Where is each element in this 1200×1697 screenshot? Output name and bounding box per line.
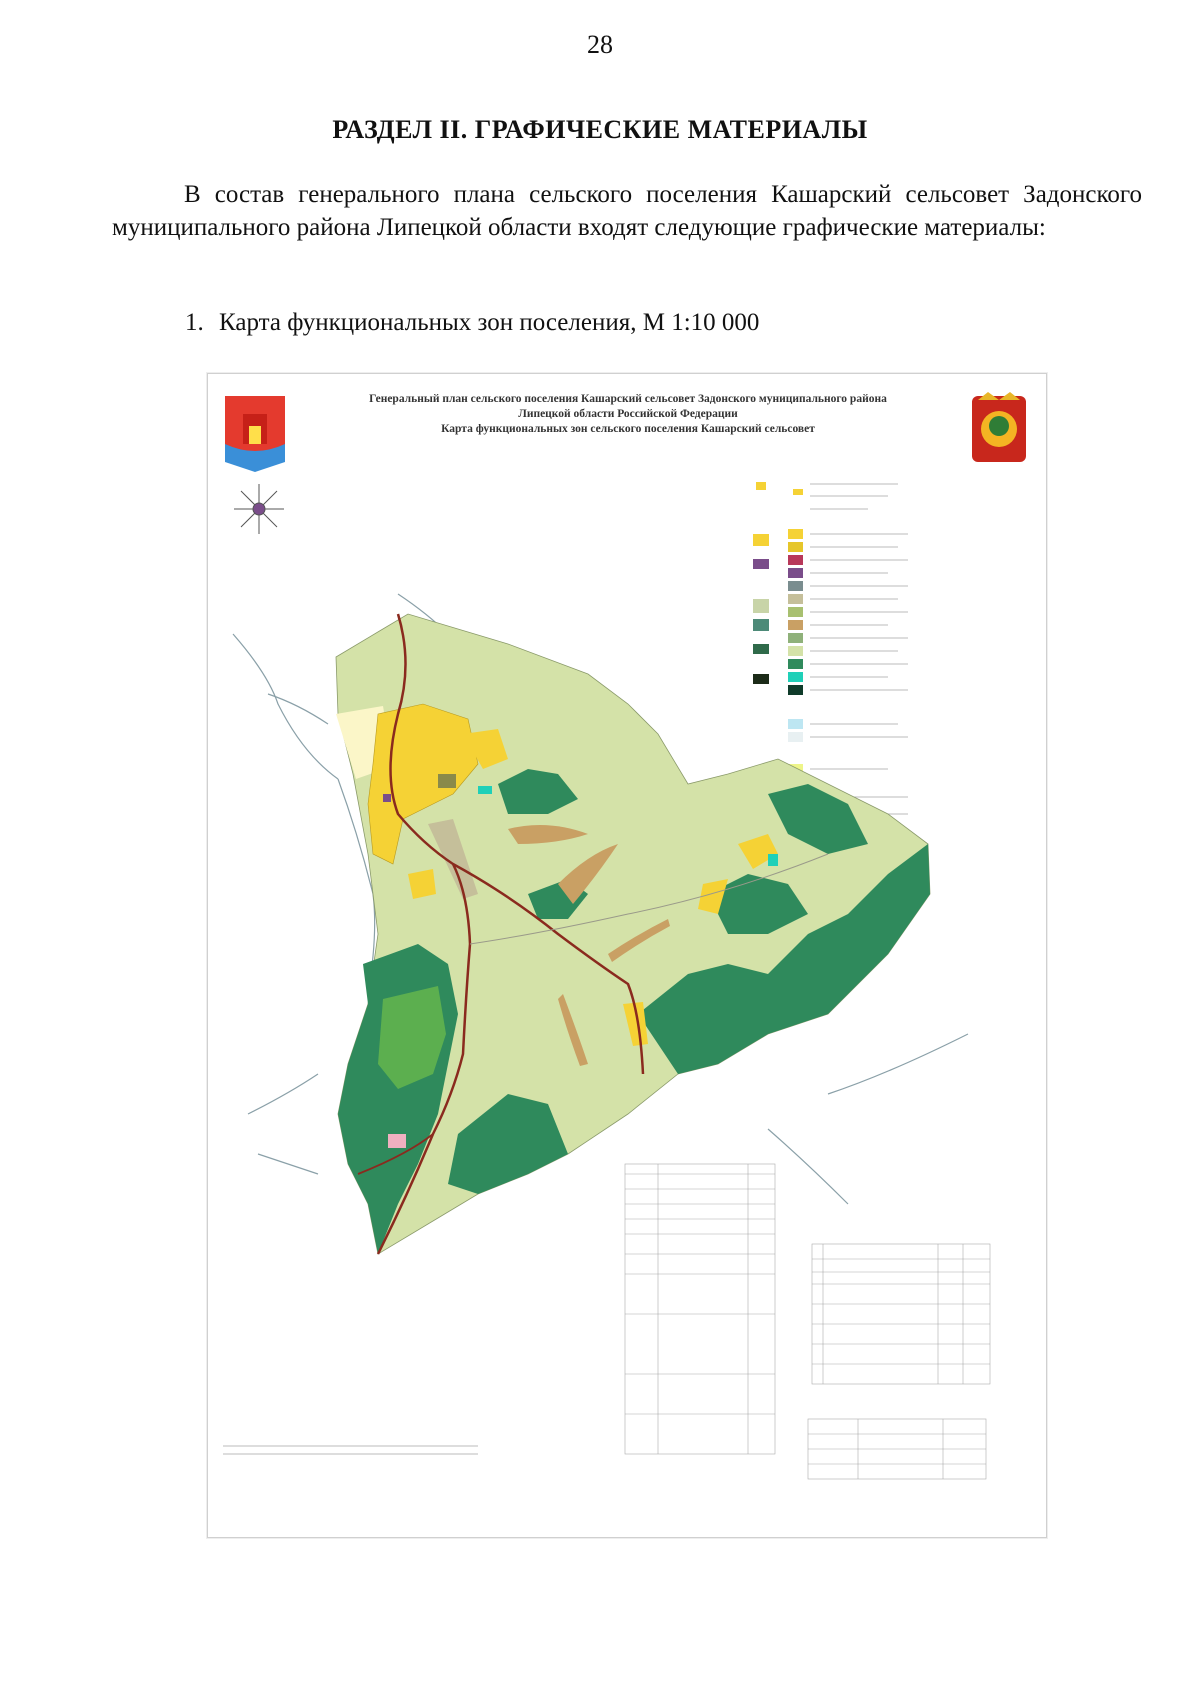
map-title-line: Карта функциональных зон сельского поселения Кашарский сельсовет — [441, 423, 815, 435]
region-emblem — [972, 392, 1026, 462]
district-emblem — [225, 396, 285, 472]
compass-rose — [234, 484, 284, 534]
map-image — [207, 373, 1047, 1538]
page-number: 28 — [587, 30, 613, 59]
table-zones — [625, 1164, 775, 1454]
table-balance — [812, 1244, 990, 1384]
map-title-line: Липецкой области Российской Федерации — [518, 408, 738, 420]
map-title — [333, 392, 923, 437]
map-drawing — [208, 374, 1046, 1537]
list-item-text: Карта функциональных зон поселения, М 1:10 000 — [219, 309, 760, 336]
footnote — [223, 1446, 478, 1454]
list-item-number: 1. — [185, 309, 204, 336]
intro-paragraph: В состав генерального плана сельского поселения Кашарский сельсовет Задонского муниципального района Липецкой области входят следующие графические материалы: — [112, 181, 1142, 241]
section-title: РАЗДЕЛ II. ГРАФИЧЕСКИЕ МАТЕРИАЛЫ — [332, 115, 868, 144]
list-item — [185, 309, 759, 337]
territory — [336, 614, 930, 1254]
title-block — [808, 1419, 986, 1479]
map-title-line: Генеральный план сельского поселения Кашарский сельсовет Задонского муниципального района — [369, 393, 887, 405]
